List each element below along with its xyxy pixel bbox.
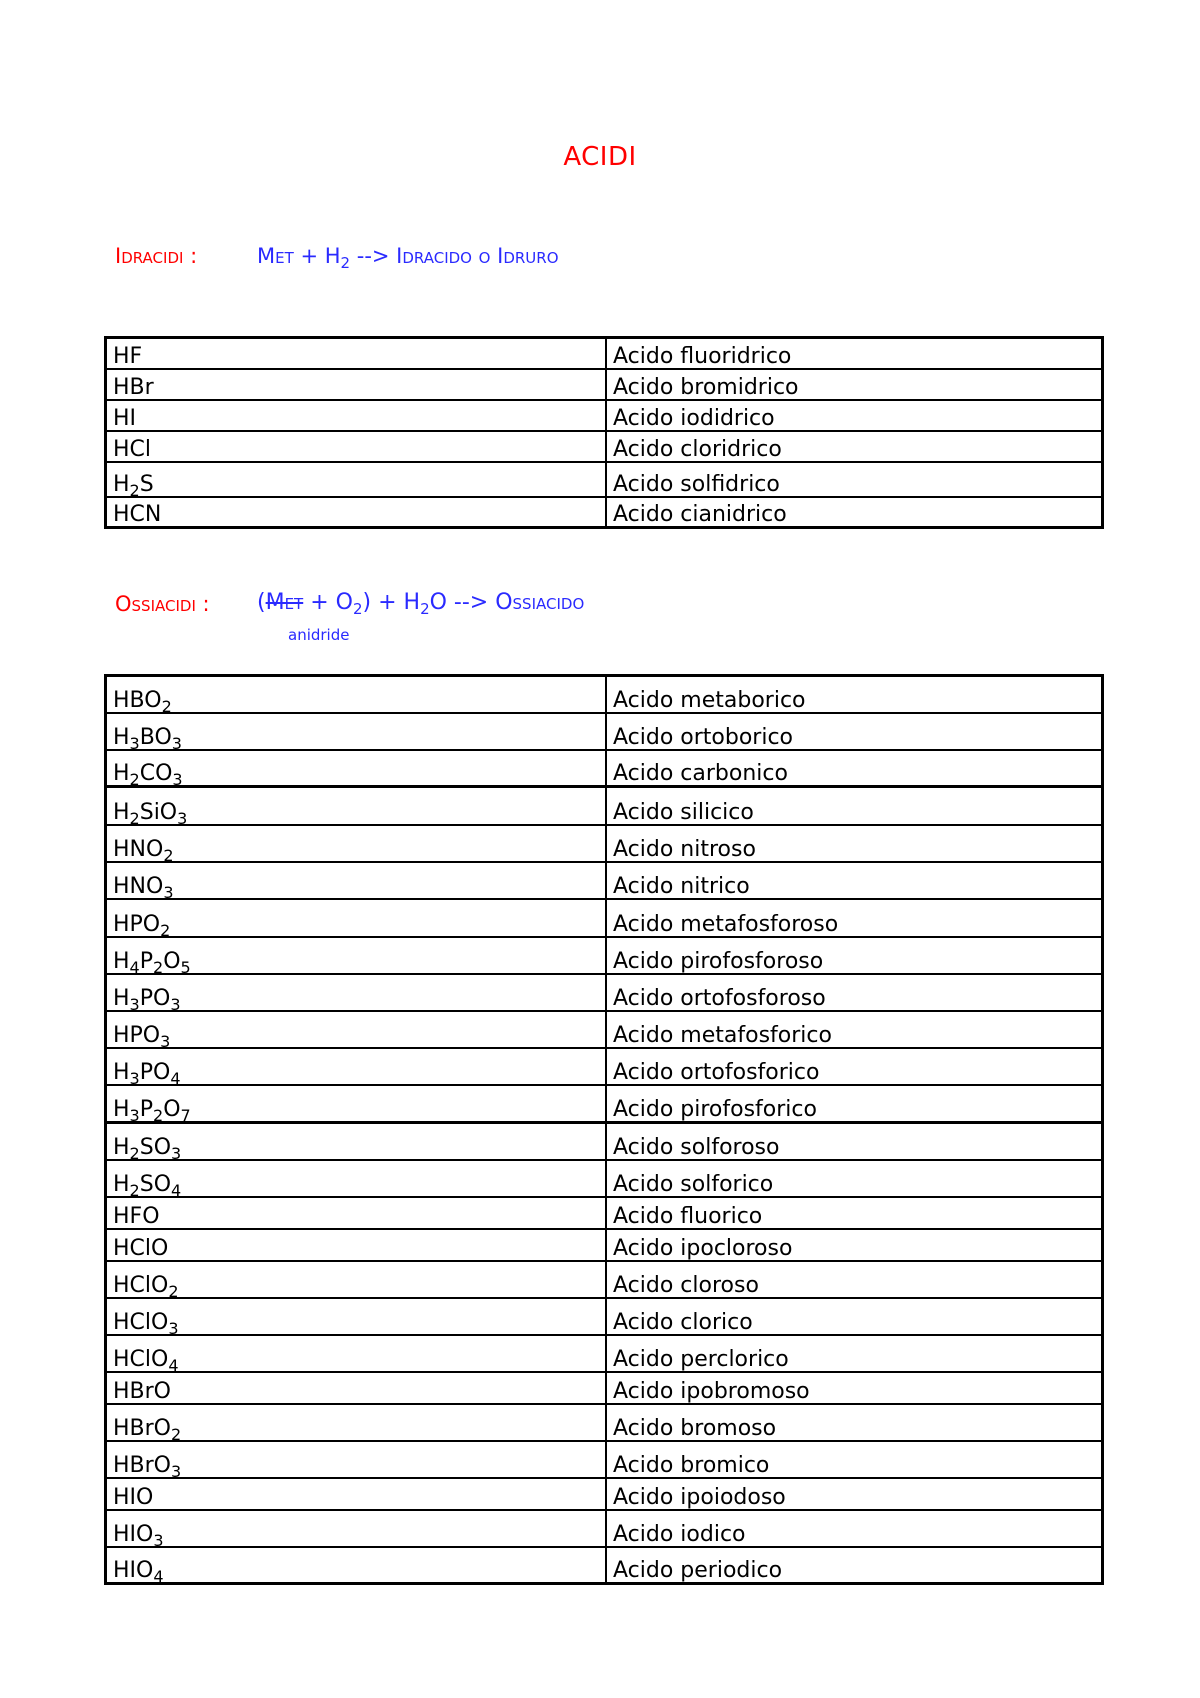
acid-name-cell: Acido pirofosforoso: [606, 937, 1103, 974]
subscript: 2: [420, 600, 430, 618]
formula-text: HIO: [113, 1558, 154, 1583]
formula-text: CO: [139, 761, 173, 786]
formula-text: SO: [139, 1134, 172, 1160]
ossiacidi-formula: [257, 590, 585, 618]
table-row: [106, 1372, 1103, 1404]
formula-text: H: [113, 1059, 130, 1085]
acid-name-cell: Acido fluoridrico: [606, 338, 1103, 369]
formula-text: HClO: [113, 1272, 169, 1298]
acid-name-cell: Acido bromico: [606, 1441, 1103, 1478]
acid-formula-cell: [106, 1510, 607, 1547]
acid-name-cell: Acido perclorico: [606, 1335, 1103, 1372]
acid-formula-cell: [106, 825, 607, 862]
formula-text: O --> Ossiacido: [429, 590, 585, 615]
acid-name-cell: Acido solforoso: [606, 1123, 1103, 1160]
table-row: [106, 825, 1103, 862]
table-row: [106, 1404, 1103, 1441]
subscript: 2: [153, 957, 164, 974]
formula-text: ) + H: [362, 590, 421, 615]
subscript: 3: [129, 733, 140, 750]
formula-text: HBrO: [113, 1452, 171, 1478]
formula-text: HFO: [113, 1203, 160, 1229]
formula-text: HCl: [113, 436, 152, 462]
table-row: [106, 937, 1103, 974]
table-row: [106, 497, 1103, 528]
table-row: [106, 862, 1103, 899]
table-row: [106, 1229, 1103, 1261]
formula-text: HIO: [113, 1521, 154, 1547]
acid-name-cell: Acido bromoso: [606, 1404, 1103, 1441]
subscript: 3: [153, 1530, 164, 1547]
table-row: [106, 750, 1103, 787]
acid-formula-cell: [106, 1404, 607, 1441]
acid-name-cell: Acido metafosforico: [606, 1011, 1103, 1048]
acid-formula-cell: [106, 1335, 607, 1372]
acid-name-cell: Acido ortofosforico: [606, 1048, 1103, 1085]
acid-name-cell: Acido nitrico: [606, 862, 1103, 899]
acid-formula-cell: [106, 862, 607, 899]
acid-name-cell: Acido metafosforoso: [606, 899, 1103, 937]
table-row: [106, 974, 1103, 1011]
acid-formula-cell: [106, 369, 607, 400]
table-row: [106, 400, 1103, 431]
subscript: 2: [160, 920, 171, 937]
subscript: 2: [129, 808, 140, 825]
subscript: 3: [129, 1106, 140, 1123]
acid-formula-cell: [106, 750, 607, 787]
subscript: 5: [180, 957, 191, 974]
formula-text: H: [113, 761, 130, 786]
formula-text: H: [113, 1097, 130, 1122]
ossiacidi-table: [104, 674, 1104, 1585]
idracidi-label: Idracidi :: [115, 244, 198, 268]
acid-formula-cell: [106, 497, 607, 528]
acid-formula-cell: [106, 1048, 607, 1085]
formula-text: BO: [139, 724, 172, 750]
subscript: 2: [129, 1180, 140, 1197]
acid-formula-cell: [106, 1160, 607, 1197]
acid-formula-cell: [106, 1372, 607, 1404]
acid-name-cell: Acido bromidrico: [606, 369, 1103, 400]
table-row: [106, 431, 1103, 462]
acid-name-cell: Acido solforico: [606, 1160, 1103, 1197]
ossiacidi-heading: [115, 592, 210, 616]
acid-formula-cell: [106, 431, 607, 462]
acid-formula-cell: [106, 1085, 607, 1123]
acid-formula-cell: [106, 899, 607, 937]
formula-text: HBr: [113, 374, 154, 400]
formula-text: S: [139, 471, 154, 497]
subscript: 3: [172, 770, 183, 787]
formula-text: HNO: [113, 836, 164, 862]
table-row: [106, 1478, 1103, 1510]
table-row: [106, 369, 1103, 400]
subscript: 2: [340, 254, 351, 272]
acid-name-cell: Acido ipocloroso: [606, 1229, 1103, 1261]
formula-text: P: [139, 1097, 154, 1122]
subscript: 3: [171, 733, 182, 750]
formula-text: H: [113, 471, 130, 497]
acid-formula-cell: [106, 676, 607, 713]
acid-formula-cell: [106, 1478, 607, 1510]
formula-text: H: [113, 1171, 130, 1197]
formula-text: HClO: [113, 1346, 169, 1372]
acid-formula-cell: [106, 400, 607, 431]
acid-formula-cell: [106, 1261, 607, 1298]
formula-text: HIO: [113, 1484, 154, 1510]
subscript: 4: [170, 1068, 181, 1085]
formula-text: P: [139, 948, 154, 974]
subscript: 3: [171, 1461, 182, 1478]
formula-text: H: [113, 985, 130, 1011]
acid-name-cell: Acido carbonico: [606, 750, 1103, 787]
subscript: 3: [177, 808, 188, 825]
formula-text: HI: [113, 405, 137, 431]
subscript: 2: [168, 1281, 179, 1298]
formula-text: Met: [265, 590, 304, 615]
subscript: 2: [171, 1424, 182, 1441]
subscript: 2: [129, 1143, 140, 1160]
acid-name-cell: Acido periodico: [606, 1547, 1103, 1584]
acid-formula-cell: [106, 1229, 607, 1261]
idracidi-formula: [257, 244, 559, 272]
formula-text: + H: [293, 244, 341, 268]
idracidi-table: [104, 336, 1104, 529]
table-row: [106, 1048, 1103, 1085]
acid-name-cell: Acido ipoiodoso: [606, 1478, 1103, 1510]
acid-name-cell: Acido iodidrico: [606, 400, 1103, 431]
table-row: [106, 1160, 1103, 1197]
idracidi-heading: [115, 244, 197, 268]
acid-formula-cell: [106, 462, 607, 497]
acid-name-cell: Acido cloridrico: [606, 431, 1103, 462]
acid-name-cell: Acido ortofosforoso: [606, 974, 1103, 1011]
subscript: 2: [163, 845, 174, 862]
formula-text: HClO: [113, 1235, 169, 1261]
formula-text: --> Idracido o Idruro: [350, 244, 559, 268]
acid-formula-cell: [106, 1298, 607, 1335]
subscript: 3: [129, 1068, 140, 1085]
subscript: 4: [129, 957, 140, 974]
acid-formula-cell: [106, 787, 607, 825]
table-row: [106, 1197, 1103, 1229]
subscript: 3: [129, 994, 140, 1011]
formula-text: H: [113, 799, 130, 825]
ossiacidi-label: Ossiacidi :: [115, 592, 210, 616]
formula-text: H: [113, 948, 130, 974]
subscript: 3: [170, 994, 181, 1011]
table-row: [106, 1085, 1103, 1123]
acid-name-cell: Acido clorico: [606, 1298, 1103, 1335]
table-row: [106, 676, 1103, 713]
acid-name-cell: Acido pirofosforico: [606, 1085, 1103, 1123]
table-row: [106, 1335, 1103, 1372]
formula-text: H: [113, 1134, 130, 1160]
formula-text: SiO: [139, 799, 178, 825]
table-row: [106, 1547, 1103, 1584]
subscript: 2: [153, 1106, 164, 1123]
formula-text: HPO: [113, 1022, 161, 1048]
acid-name-cell: Acido ipobromoso: [606, 1372, 1103, 1404]
acid-name-cell: Acido solfidrico: [606, 462, 1103, 497]
formula-text: (: [257, 590, 266, 615]
acid-formula-cell: [106, 1197, 607, 1229]
acid-name-cell: Acido fluorico: [606, 1197, 1103, 1229]
acid-formula-cell: [106, 974, 607, 1011]
subscript: 3: [168, 1318, 179, 1335]
formula-text: HPO: [113, 911, 161, 937]
formula-text: HCN: [113, 502, 162, 527]
subscript: 3: [163, 882, 174, 899]
anidride-label: anidride: [288, 626, 350, 644]
subscript: 3: [160, 1031, 171, 1048]
formula-text: HBrO: [113, 1415, 171, 1441]
table-row: [106, 462, 1103, 497]
table-row: [106, 787, 1103, 825]
formula-text: + O: [303, 590, 353, 615]
formula-text: HNO: [113, 873, 164, 899]
table-row: [106, 713, 1103, 750]
formula-text: H: [113, 724, 130, 750]
formula-text: O: [163, 1097, 181, 1122]
acid-formula-cell: [106, 713, 607, 750]
subscript: 2: [129, 480, 140, 497]
subscript: 3: [171, 1143, 182, 1160]
acid-formula-cell: [106, 1123, 607, 1160]
acid-name-cell: Acido nitroso: [606, 825, 1103, 862]
formula-text: SO: [139, 1171, 172, 1197]
table-row: [106, 1441, 1103, 1478]
subscript: 2: [161, 696, 172, 713]
table-row: [106, 1298, 1103, 1335]
formula-text: Met: [257, 244, 294, 268]
table-row: [106, 899, 1103, 937]
acid-formula-cell: [106, 937, 607, 974]
acid-formula-cell: [106, 1011, 607, 1048]
acid-formula-cell: [106, 338, 607, 369]
acid-formula-cell: [106, 1441, 607, 1478]
table-row: [106, 1510, 1103, 1547]
table-row: [106, 1011, 1103, 1048]
formula-text: HBO: [113, 687, 162, 713]
acid-name-cell: Acido metaborico: [606, 676, 1103, 713]
subscript: 2: [129, 770, 140, 787]
acid-name-cell: Acido cloroso: [606, 1261, 1103, 1298]
acid-name-cell: Acido silicico: [606, 787, 1103, 825]
table-row: [106, 338, 1103, 369]
formula-text: O: [163, 948, 181, 974]
subscript: 4: [168, 1355, 179, 1372]
subscript: 7: [180, 1106, 191, 1123]
acid-name-cell: Acido iodico: [606, 1510, 1103, 1547]
acid-formula-cell: [106, 1547, 607, 1584]
subscript: 2: [352, 600, 363, 618]
subscript: 4: [171, 1180, 182, 1197]
formula-text: HBrO: [113, 1378, 171, 1404]
acid-name-cell: Acido ortoborico: [606, 713, 1103, 750]
table-row: [106, 1261, 1103, 1298]
formula-text: PO: [139, 985, 171, 1011]
formula-text: HF: [113, 343, 143, 369]
table-row: [106, 1123, 1103, 1160]
acid-name-cell: Acido cianidrico: [606, 497, 1103, 528]
formula-text: PO: [139, 1059, 171, 1085]
formula-text: HClO: [113, 1309, 169, 1335]
subscript: 4: [153, 1567, 164, 1584]
page-title: ACIDI: [563, 142, 637, 172]
